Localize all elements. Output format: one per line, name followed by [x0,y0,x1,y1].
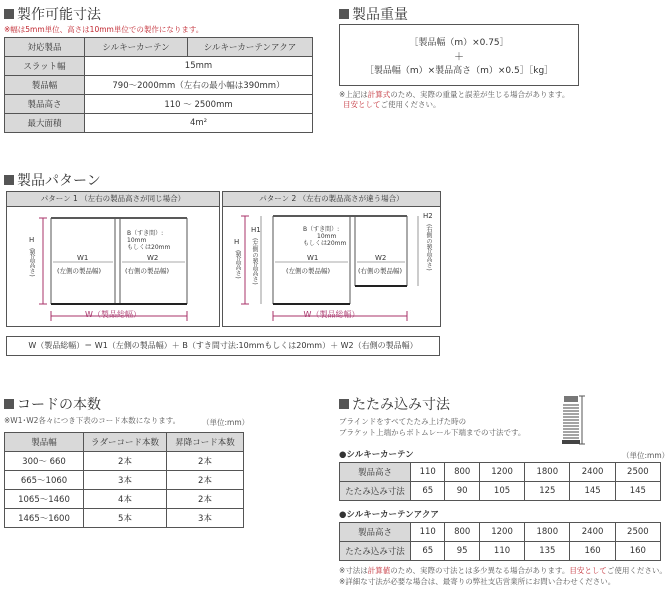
fold-t2-header: 2400 [570,523,615,542]
fold-t2-cell: 160 [570,542,615,561]
pattern2-H1-label: H1 [251,226,261,234]
square-bullet-icon [4,175,14,185]
spec-row-value: 15mm [85,57,313,76]
fold-t1-header: 1800 [525,463,570,482]
fold-t1-header: 110 [411,463,445,482]
pattern-formula: W（製品総幅）＝ W1（左側の製品幅）＋ B（すき間寸法:10mmもしくは20mm）＋ W2（右側の製品幅） [6,336,440,356]
weight-note-2: 目安としてご使用ください。 [343,100,441,109]
spec-row-value: 110 ～ 2500mm [85,95,313,114]
fold-t1-cell: 105 [479,482,524,501]
weight-section-title: 製品重量 [339,4,408,24]
fold-t1-header: 2400 [570,463,615,482]
cord-section-title: コードの本数 [4,394,101,414]
fold-t1-header: 1200 [479,463,524,482]
cord-note: ※W1･W2各々につき下表のコード本数になります。 [4,416,181,425]
fold-t1-cell: 145 [615,482,660,501]
fold-t1-cell: 90 [445,482,479,501]
cord-unit: （単位:mm） [202,418,250,427]
pattern2-W-label: W（製品総幅） [303,310,360,319]
fold-t1-header: 2500 [615,463,660,482]
pattern-section-title: 製品パターン [4,170,101,190]
cord-header: ラダーコード本数 [84,433,167,452]
fold-t1-header: 800 [445,463,479,482]
fold-t1-cell: 125 [525,482,570,501]
square-bullet-icon [4,399,14,409]
pattern1-drawing [7,192,219,326]
cord-header: 製品幅 [5,433,84,452]
fold-t1-cell: たたみ込み寸法 [340,482,411,501]
pattern2-H2-label: H2 [423,212,433,220]
square-bullet-icon [4,9,14,19]
spec-row-label: 製品高さ [5,95,85,114]
pattern2-H2-sub: (右側の製品高さ) [425,224,432,271]
square-bullet-icon [339,9,349,19]
cord-cell: 3本 [84,471,167,490]
fold-note-2: ※詳細な寸法が必要な場合は、最寄りの弊社支店営業所にお問い合わせください。 [339,577,616,586]
cord-cell: 665～1060 [5,471,84,490]
pattern2-title: パターン 2 （左右の製品高さが違う場合） [223,192,440,207]
pattern2-W1-label: W1 [307,254,319,262]
cord-cell: 4本 [84,490,167,509]
fold-t2-header: 1200 [479,523,524,542]
fold-t2-header: 110 [411,523,445,542]
spec-row-label: 最大面積 [5,114,85,133]
fold-t2-header: 1800 [525,523,570,542]
pattern1-title: パターン 1 （左右の製品高さが同じ場合） [7,192,219,207]
cord-cell: 2本 [167,490,244,509]
cord-table [4,432,244,528]
cord-cell: 1465～1600 [5,509,84,528]
pattern2-W2-sub: (右側の製品幅) [358,267,403,275]
pattern2-W2-label: W2 [375,254,387,262]
weight-formula-line1: ［製品幅（m）×0.75］ [409,38,509,48]
weight-note-1: ※上記は計算式のため、実際の重量と誤差が生じる場合があります。 [339,90,570,99]
spec-table [4,37,313,133]
weight-formula-line2: ［製品幅（m）×製品高さ（m）×0.5］［kg］ [364,66,554,76]
fold-t2-header: 製品高さ [340,523,411,542]
pattern2-H-sub: (製品高さ) [234,250,241,279]
weight-formula-box [339,24,579,86]
pattern1-W2-sub: (右側の製品幅) [125,267,170,275]
pattern1-H-label: H [29,236,35,244]
pattern2-H-label: H [234,238,240,246]
pattern1-W1-label: W1 [77,254,89,262]
pattern2-B-label: B（すき間）: 10mm もしくは20mm [303,226,347,247]
spec-row-label: スラット幅 [5,57,85,76]
cord-cell: 300～ 660 [5,452,84,471]
fold-t1-cell: 65 [411,482,445,501]
spec-header-aqua: シルキーカーテンアクア [188,38,313,57]
pattern1-panel [6,191,220,327]
pattern1-W1-sub: (左側の製品幅) [57,267,102,275]
square-bullet-icon [339,399,349,409]
pattern1-B-label: B（すき間）: 10mm もしくは20mm [127,230,171,251]
spec-note: ※幅は5mm単位、高さは10mm単位での製作になります。 [4,25,204,34]
fold-desc-1: ブラインドをすべてたたみ上げた時の [339,417,467,426]
cord-cell: 1065～1460 [5,490,84,509]
fold-t2-header: 2500 [615,523,660,542]
cord-cell: 5本 [84,509,167,528]
fold-t1-header: 製品高さ [340,463,411,482]
spec-header-silky: シルキーカーテン [85,38,188,57]
fold-t2-cell: たたみ込み寸法 [340,542,411,561]
fold-t2-cell: 95 [445,542,479,561]
fold-note-1: ※寸法は計算値のため、実際の寸法とは多少異なる場合があります。目安としてご使用ください。 [339,566,667,575]
cord-cell: 2本 [167,471,244,490]
fold-table2 [339,522,661,561]
fold-table2-title: ●シルキーカーテンアクア [339,510,439,520]
pattern1-W-label: W（製品総幅） [85,310,141,319]
fold-section-title: たたみ込み寸法 [339,394,450,414]
fold-t1-cell: 145 [570,482,615,501]
fold-t2-cell: 110 [479,542,524,561]
cord-header: 昇降コード本数 [167,433,244,452]
spec-header-product: 対応製品 [5,38,85,57]
fold-t2-cell: 135 [525,542,570,561]
cord-cell: 2本 [167,452,244,471]
fold-t2-header: 800 [445,523,479,542]
fold-desc-2: ブラケット上端からボトムレール下端までの寸法です。 [339,428,526,437]
fold-t2-cell: 65 [411,542,445,561]
fold-table1-title: ●シルキーカーテン [339,450,414,460]
pattern1-H-sub: (製品高さ) [28,248,35,277]
pattern2-panel [222,191,441,327]
fold-t2-cell: 160 [615,542,660,561]
pattern1-W2-label: W2 [147,254,159,262]
spec-row-value: 790～2000mm（左右の最小幅は390mm） [85,76,313,95]
pattern2-H1-sub: (左側の製品高さ) [251,238,258,285]
weight-formula-plus: ＋ [454,52,464,63]
fold-table1 [339,462,661,501]
spec-section-title: 製作可能寸法 [4,4,101,24]
cord-cell: 2本 [84,452,167,471]
fold-unit: （単位:mm） [622,451,669,460]
spec-row-label: 製品幅 [5,76,85,95]
folded-blind-icon [557,394,587,450]
cord-cell: 3本 [167,509,244,528]
spec-row-value: 4m² [85,114,313,133]
pattern2-W1-sub: (左側の製品幅) [286,267,331,275]
